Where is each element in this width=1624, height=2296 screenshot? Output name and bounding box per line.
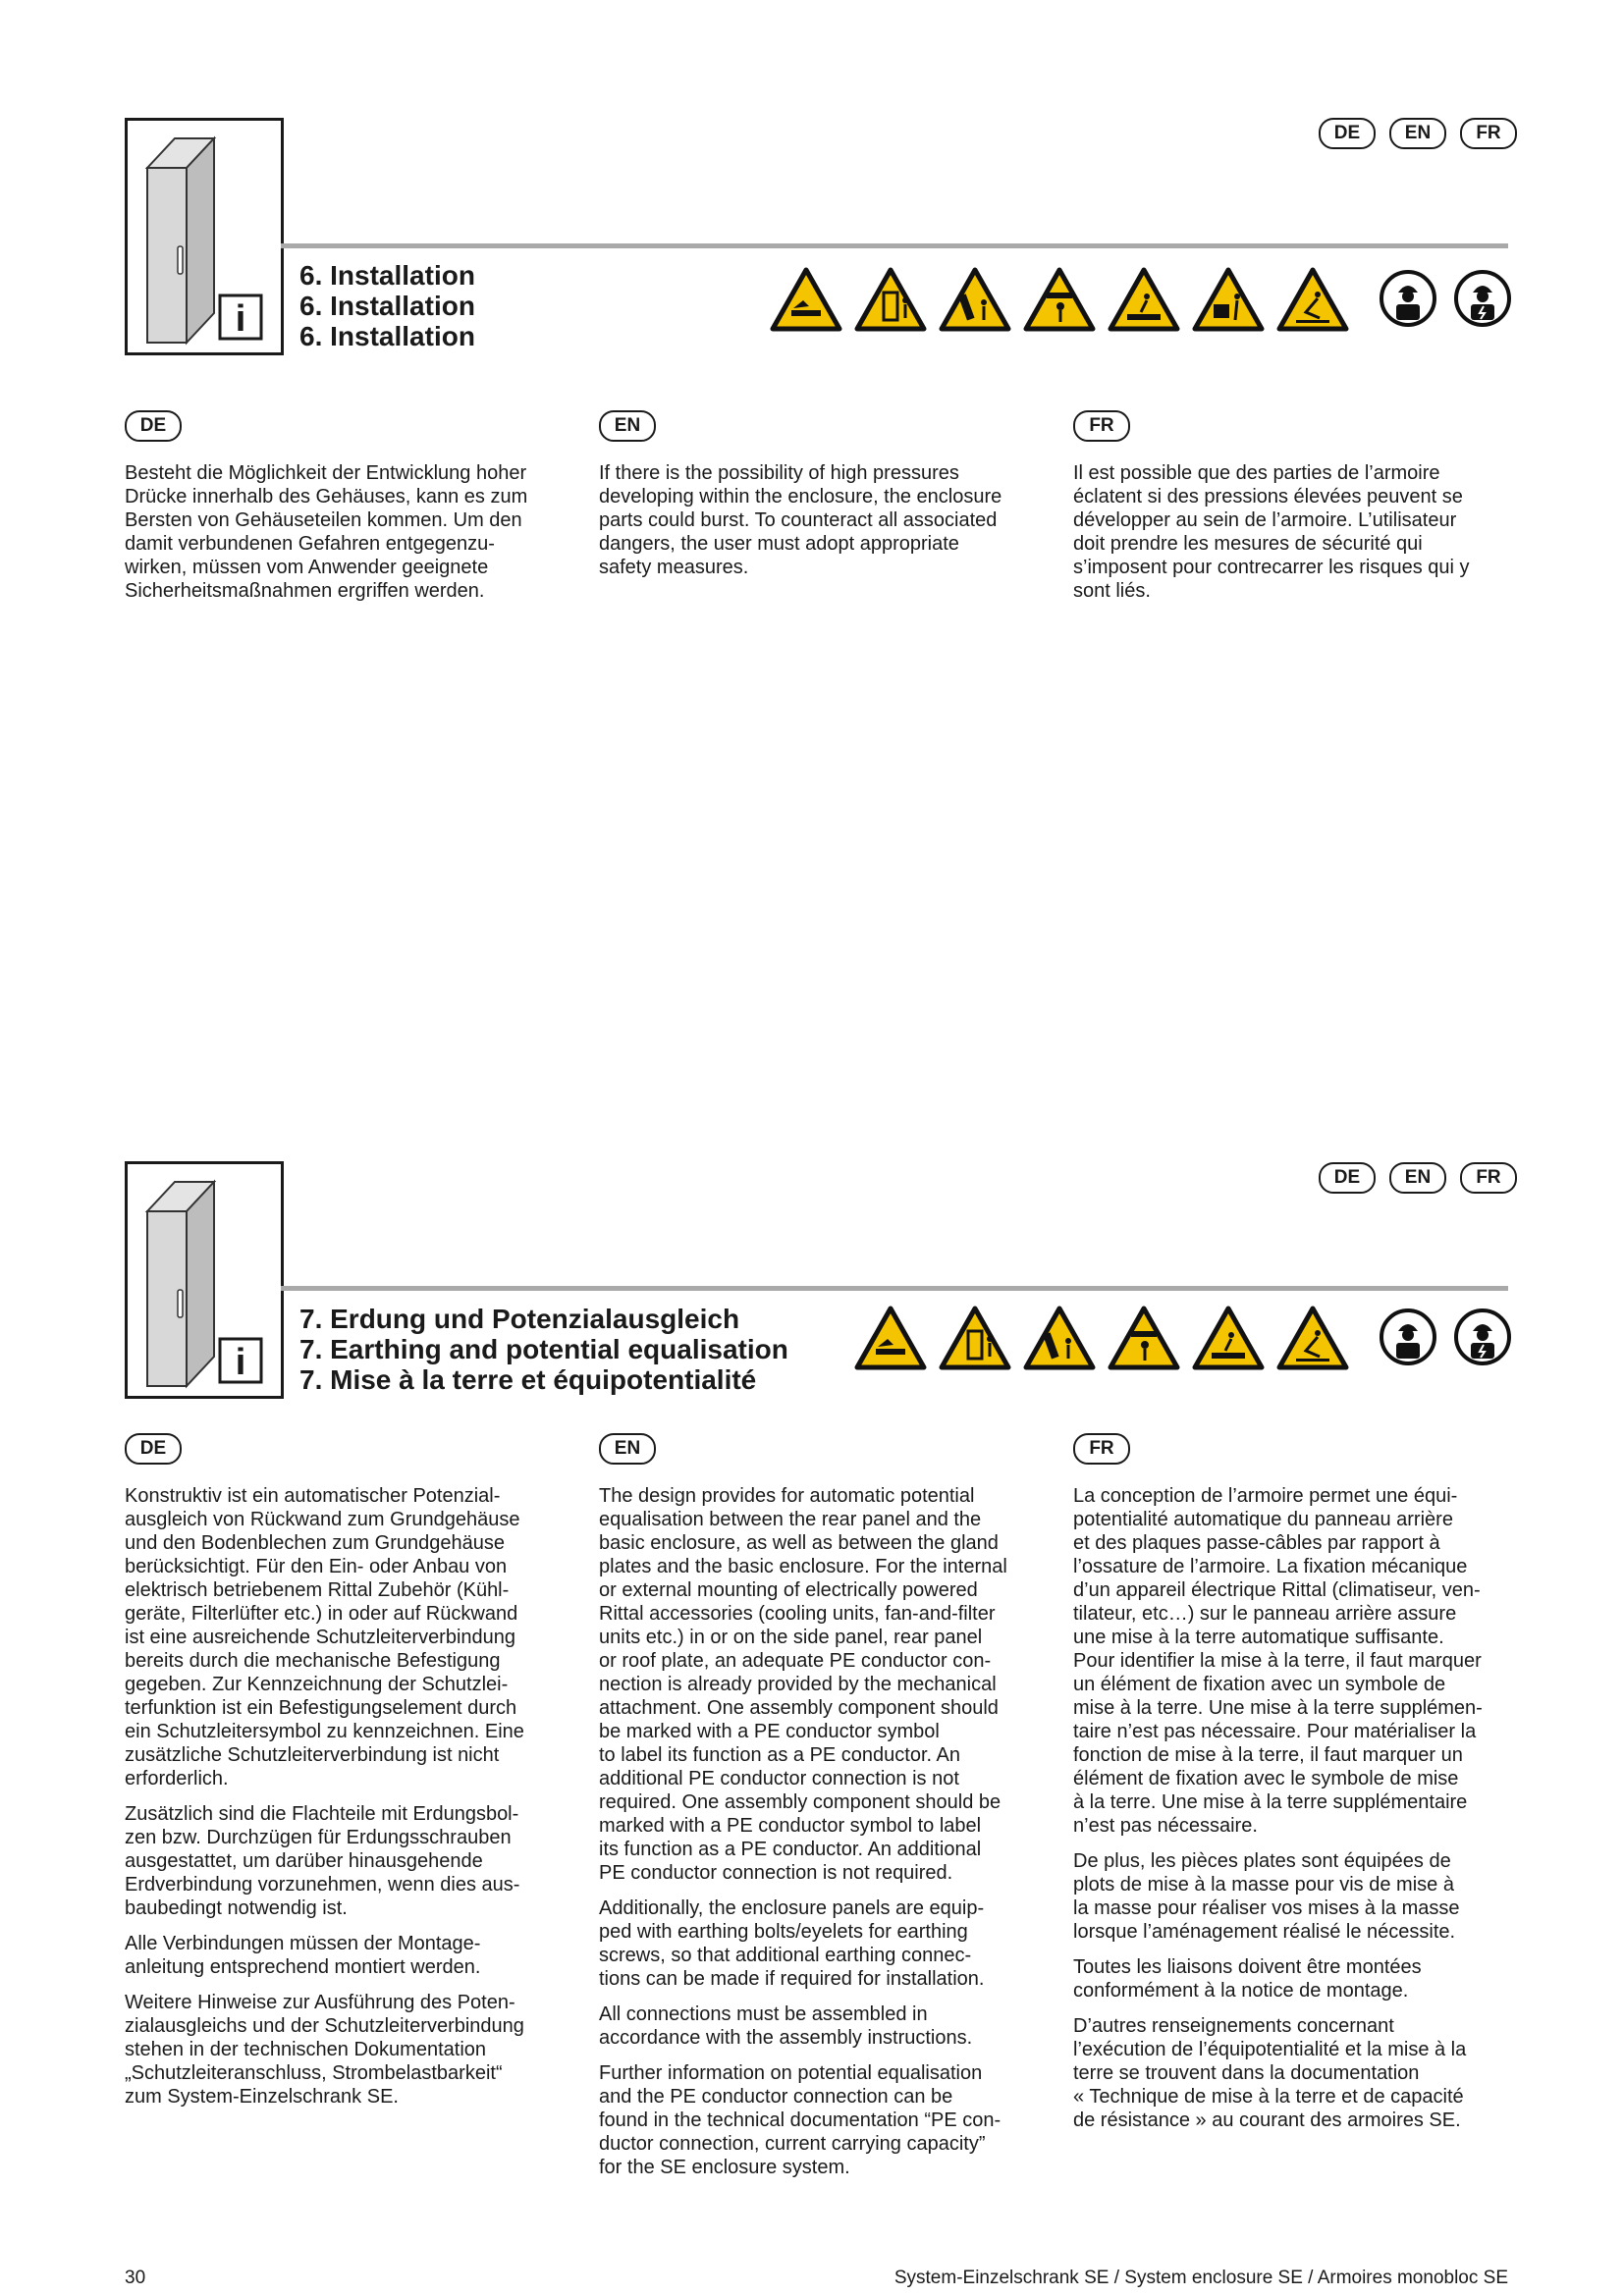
warning-slip-hazard-icon (1276, 267, 1349, 332)
title-fr: 6. Installation (299, 321, 475, 351)
section-title (299, 1304, 788, 1395)
warning-trip-hazard-icon (1108, 267, 1180, 332)
info-icon-letter: i (235, 1342, 246, 1383)
qualified-personnel-icon (1379, 269, 1437, 328)
paragraph: Additionally, the enclosure panels are equip- ped with earthing bolts/eyelets for earthing screws, so that additional earthing connec- tions can be made if required for installation. (599, 1897, 985, 1990)
warning-falling-panel-icon (1023, 1306, 1096, 1370)
warning-heavy-load-icon (1192, 267, 1265, 332)
cabinet-icon (128, 1164, 281, 1396)
paragraph: Further information on potential equalisation and the PE conductor connection can be found in the technical documentation “PE con- ductor connection, current carrying capacity” for the SE enclosure system. (599, 2062, 1001, 2178)
paragraph: La conception de l’armoire permet une équi- potentialité automatique du panneau arrière et des plaques passe-câbles par rapport à l’ossature de l’armoire. La fixation mécanique d’un appareil électrique Rittal (climatiseur, ven- tilateur, etc…) sur le panneau arrière assure une mise à la terre automatique suffisante. Pour identifier la mise à la terre, il faut marquer un élément de fixation avec un symbole de mise à la terre. Une mise à la terre supplémen- taire n’est pas nécessaire. Pour matérialiser la fonction de mise à la terre, il faut marquer un élément de fixation avec le symbole de mise à la terre. Une mise à la terre supplémentaire n’est pas nécessaire. (1073, 1485, 1483, 1837)
warning-falling-panel-icon (939, 267, 1011, 332)
column-header-fr: FR (1073, 410, 1130, 442)
text-column-de (125, 1484, 568, 2120)
paragraph: All connections must be assembled in accordance with the assembly instructions. (599, 2003, 973, 2049)
warning-crush-hand-icon (770, 267, 842, 332)
warning-tipping-cabinet-icon (939, 1306, 1011, 1370)
column-header-de: DE (125, 1433, 182, 1465)
section-rule (281, 1286, 1508, 1291)
qualified-personnel-icon (1379, 1308, 1437, 1366)
column-header-de: DE (125, 410, 182, 442)
warning-trip-hazard-icon (1192, 1306, 1265, 1370)
warning-head-impact-icon (1023, 267, 1096, 332)
warning-tipping-cabinet-icon (854, 267, 927, 332)
text-column-fr (1073, 461, 1517, 614)
lang-tab-de[interactable]: DE (1319, 1162, 1376, 1194)
text-column-en (599, 1484, 1043, 2191)
footer-doc-title: System-Einzelschrank SE / System enclosure SE / Armoires monobloc SE (893, 2268, 1508, 2288)
section-rule (281, 243, 1508, 248)
lang-tab-fr[interactable]: FR (1460, 1162, 1517, 1194)
paragraph: If there is the possibility of high pressures developing within the enclosure, the enclosure parts could burst. To counteract all associated dangers, the user must adopt appropriate safety measures. (599, 462, 1002, 578)
paragraph: Il est possible que des parties de l’armoire éclatent si des pressions élevées peuvent se développer au sein de l’armoire. L’utilisateur doit prendre les mesures de sécurité qui s’imposent pour contrecarrer les risques qui y sont liés. (1073, 462, 1470, 602)
lang-tab-en[interactable]: EN (1389, 118, 1446, 149)
text-column-en (599, 461, 1043, 591)
paragraph: Besteht die Möglichkeit der Entwicklung hoher Drücke innerhalb des Gehäuses, kann es zum Bersten von Gehäuseteilen kommen. Um den damit verbundenen Gefahren entgegenzu- wirken, müssen vom Anwender geeignete Sicherheitsmaßnahmen ergriffen werden. (125, 462, 528, 602)
enclosure-figure (125, 118, 284, 355)
info-icon-letter: i (235, 298, 246, 340)
electrician-icon (1453, 269, 1512, 328)
paragraph: D’autres renseignements concernant l’exécution de l’équipotentialité et la mise à la terre se trouvent dans la documentation « Technique de mise à la terre et de capacité de résistance » au courant des armoires SE. (1073, 2015, 1467, 2131)
paragraph: Zusätzlich sind die Flachteile mit Erdungsbol- zen bzw. Durchzügen für Erdungsschrauben ausgestattet, um darüber hinausgehende Erdverbindung vorzunehmen, wenn dies aus- baubedingt notwendig ist. (125, 1803, 520, 1919)
title-en: 7. Earthing and potential equalisation (299, 1334, 788, 1364)
paragraph: Konstruktiv ist ein automatischer Potenzial- ausgleich von Rückwand zum Grundgehäuse und den Bodenblechen zum Grundgehäuse berücksichtigt. Für den Ein- oder Anbau von elektrisch betriebenem Rittal Zubehör (Kühl- geräte, Filterlüfter etc.) in oder auf Rückwand ist eine ausreichende Schutzleiterverbindung bereits durch die mechanische Befestigung gegeben. Zur Kennzeichnung der Schutzlei- terfunktion ist ein Befestigungselement durch ein Schutzleitersymbol zu kennzeichnen. Eine zusätzliche Schutzleiterverbindung ist nicht erforderlich. (125, 1485, 524, 1789)
page-number: 30 (125, 2268, 146, 2288)
title-en: 6. Installation (299, 291, 475, 321)
cabinet-icon (128, 121, 281, 352)
warning-crush-hand-icon (854, 1306, 927, 1370)
column-header-en: EN (599, 410, 656, 442)
column-header-fr: FR (1073, 1433, 1130, 1465)
enclosure-figure (125, 1161, 284, 1399)
title-de: 7. Erdung und Potenzialausgleich (299, 1304, 740, 1334)
electrician-icon (1453, 1308, 1512, 1366)
lang-tab-en[interactable]: EN (1389, 1162, 1446, 1194)
lang-tab-de[interactable]: DE (1319, 118, 1376, 149)
lang-tab-fr[interactable]: FR (1460, 118, 1517, 149)
title-de: 6. Installation (299, 260, 475, 291)
paragraph: Alle Verbindungen müssen der Montage- anleitung entsprechend montiert werden. (125, 1933, 481, 1978)
title-fr: 7. Mise à la terre et équipotentialité (299, 1364, 757, 1395)
text-column-de (125, 461, 568, 614)
paragraph: Toutes les liaisons doivent être montées conformément à la notice de montage. (1073, 1956, 1422, 2002)
paragraph: Weitere Hinweise zur Ausführung des Poten- zialausgleichs und der Schutzleiterverbindung stehen in der technischen Dokumentation „Schutzleiteranschluss, Strombelastbarkeit“ zum System-Einzelschrank SE. (125, 1992, 524, 2108)
warning-slip-hazard-icon (1276, 1306, 1349, 1370)
warning-head-impact-icon (1108, 1306, 1180, 1370)
column-header-en: EN (599, 1433, 656, 1465)
paragraph: The design provides for automatic potential equalisation between the rear panel and the basic enclosure, as well as between the gland plates and the basic enclosure. For the internal or external mounting of electrically powered Rittal accessories (cooling units, fan-and-filter units etc.) in or on the side panel, rear panel or roof plate, an adequate PE conductor con- nection is already provided by the mechanical attachment. One assembly component should be marked with a PE conductor symbol to label its function as a PE conductor. An additional PE conductor connection is not required. One assembly component should be marked with a PE conductor symbol to label its function as a PE conductor. An additional PE conductor connection is not required. (599, 1485, 1007, 1884)
text-column-fr (1073, 1484, 1517, 2144)
paragraph: De plus, les pièces plates sont équipées de plots de mise à la masse pour vis de mise à la masse pour réaliser vos mises à la masse lorsque l’aménagement réalisé le nécessite. (1073, 1850, 1460, 1943)
section-title (299, 260, 475, 351)
